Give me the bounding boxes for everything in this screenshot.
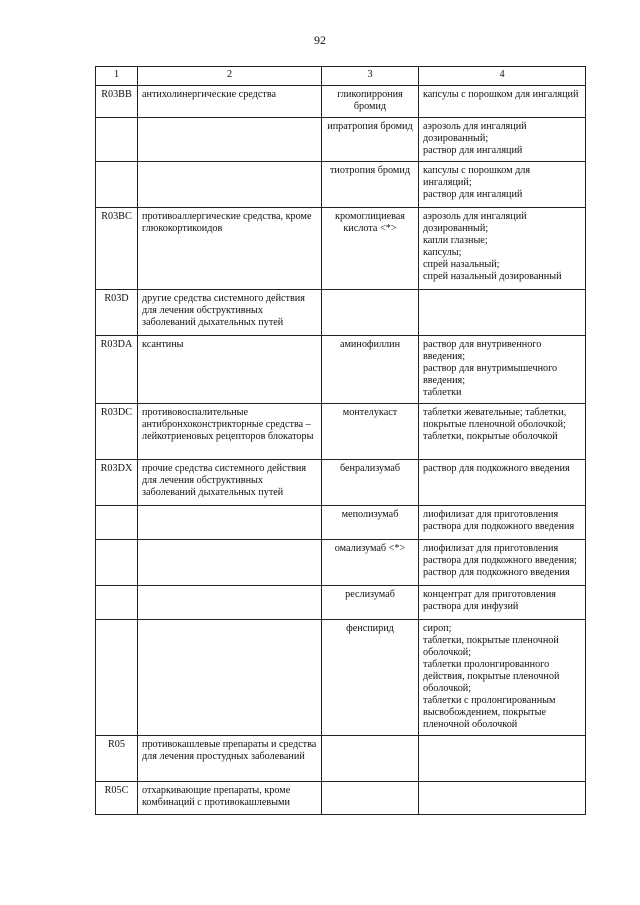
table-row (96, 620, 586, 736)
atc-name-cell (138, 118, 322, 162)
dosage-form-cell: лиофилизат для приготовления раствора для подкожного введения; раствор для подкожного введения (419, 540, 586, 586)
table-row (96, 162, 586, 208)
atc-code-cell (96, 540, 138, 586)
atc-code-cell (96, 118, 138, 162)
dosage-form-cell (419, 290, 586, 336)
atc-code-cell (96, 162, 138, 208)
table-row (96, 208, 586, 290)
table-row (96, 290, 586, 336)
drug-name-cell: аминофиллин (322, 336, 419, 404)
dosage-form-cell (419, 736, 586, 782)
drug-name-cell (322, 782, 419, 815)
drug-name-cell: гликопиррония бромид (322, 86, 419, 118)
drug-name-cell: реслизумаб (322, 586, 419, 620)
atc-code-cell: R03DA (96, 336, 138, 404)
dosage-form-cell: аэрозоль для ингаляций дозированный; капли глазные; капсулы; спрей назальный; спрей назальный дозированный (419, 208, 586, 290)
table-row (96, 506, 586, 540)
table-row (96, 782, 586, 815)
dosage-form-cell: таблетки жевательные; таблетки, покрытые пленочной оболочкой; таблетки, покрытые оболочкой (419, 404, 586, 460)
table-row (96, 336, 586, 404)
atc-name-cell: ксантины (138, 336, 322, 404)
column-header-4: 4 (419, 67, 586, 86)
drug-name-cell: ипратропия бромид (322, 118, 419, 162)
dosage-form-cell (419, 782, 586, 815)
medication-table (95, 66, 586, 815)
table-row (96, 460, 586, 506)
atc-name-cell: антихолинергические средства (138, 86, 322, 118)
dosage-form-cell: сироп; таблетки, покрытые пленочной оболочкой; таблетки пролонгированного действия, покрытые пленочной оболочкой; таблетки с пролонгированным высвобождением, покрытые пленочной оболочкой (419, 620, 586, 736)
atc-name-cell: отхаркивающие препараты, кроме комбинаций с противокашлевыми (138, 782, 322, 815)
atc-name-cell: прочие средства системного действия для лечения обструктивных заболеваний дыхательных путей (138, 460, 322, 506)
atc-name-cell: противоаллергические средства, кроме глюкокортикоидов (138, 208, 322, 290)
column-header-1: 1 (96, 67, 138, 86)
column-header-3: 3 (322, 67, 419, 86)
atc-code-cell (96, 506, 138, 540)
atc-code-cell (96, 620, 138, 736)
drug-name-cell: кромоглициевая кислота <*> (322, 208, 419, 290)
atc-code-cell: R03DX (96, 460, 138, 506)
header-row (96, 67, 586, 86)
drug-name-cell: фенспирид (322, 620, 419, 736)
atc-code-cell: R05C (96, 782, 138, 815)
table-row (96, 404, 586, 460)
dosage-form-cell: раствор для подкожного введения (419, 460, 586, 506)
atc-code-cell (96, 586, 138, 620)
dosage-form-cell: капсулы с порошком для ингаляций (419, 86, 586, 118)
column-header-2: 2 (138, 67, 322, 86)
table-row (96, 540, 586, 586)
atc-code-cell: R03BC (96, 208, 138, 290)
atc-name-cell: противокашлевые препараты и средства для лечения простудных заболеваний (138, 736, 322, 782)
atc-name-cell: другие средства системного действия для лечения обструктивных заболеваний дыхательных путей (138, 290, 322, 336)
atc-name-cell (138, 620, 322, 736)
dosage-form-cell: аэрозоль для ингаляций дозированный; раствор для ингаляций (419, 118, 586, 162)
atc-name-cell (138, 586, 322, 620)
table-row (96, 736, 586, 782)
drug-name-cell: бенрализумаб (322, 460, 419, 506)
atc-name-cell (138, 506, 322, 540)
dosage-form-cell: капсулы с порошком для ингаляций; раствор для ингаляций (419, 162, 586, 208)
page-number: 92 (314, 33, 326, 47)
drug-name-cell: омализумаб <*> (322, 540, 419, 586)
drug-name-cell: меполизумаб (322, 506, 419, 540)
atc-code-cell: R03BB (96, 86, 138, 118)
atc-code-cell: R03D (96, 290, 138, 336)
dosage-form-cell: лиофилизат для приготовления раствора для подкожного введения (419, 506, 586, 540)
drug-name-cell: монтелукаст (322, 404, 419, 460)
dosage-form-cell: концентрат для приготовления раствора для инфузий (419, 586, 586, 620)
dosage-form-cell: раствор для внутривенного введения; раствор для внутримышечного введения; таблетки (419, 336, 586, 404)
atc-name-cell (138, 162, 322, 208)
drug-name-cell (322, 736, 419, 782)
atc-name-cell (138, 540, 322, 586)
table-row (96, 586, 586, 620)
drug-name-cell (322, 290, 419, 336)
atc-code-cell: R05 (96, 736, 138, 782)
drug-name-cell: тиотропия бромид (322, 162, 419, 208)
table-row (96, 86, 586, 118)
table-row (96, 118, 586, 162)
atc-name-cell: противовоспалительные антибронхоконстрикторные средства – лейкотриеновых рецепторов блокаторы (138, 404, 322, 460)
atc-code-cell: R03DC (96, 404, 138, 460)
